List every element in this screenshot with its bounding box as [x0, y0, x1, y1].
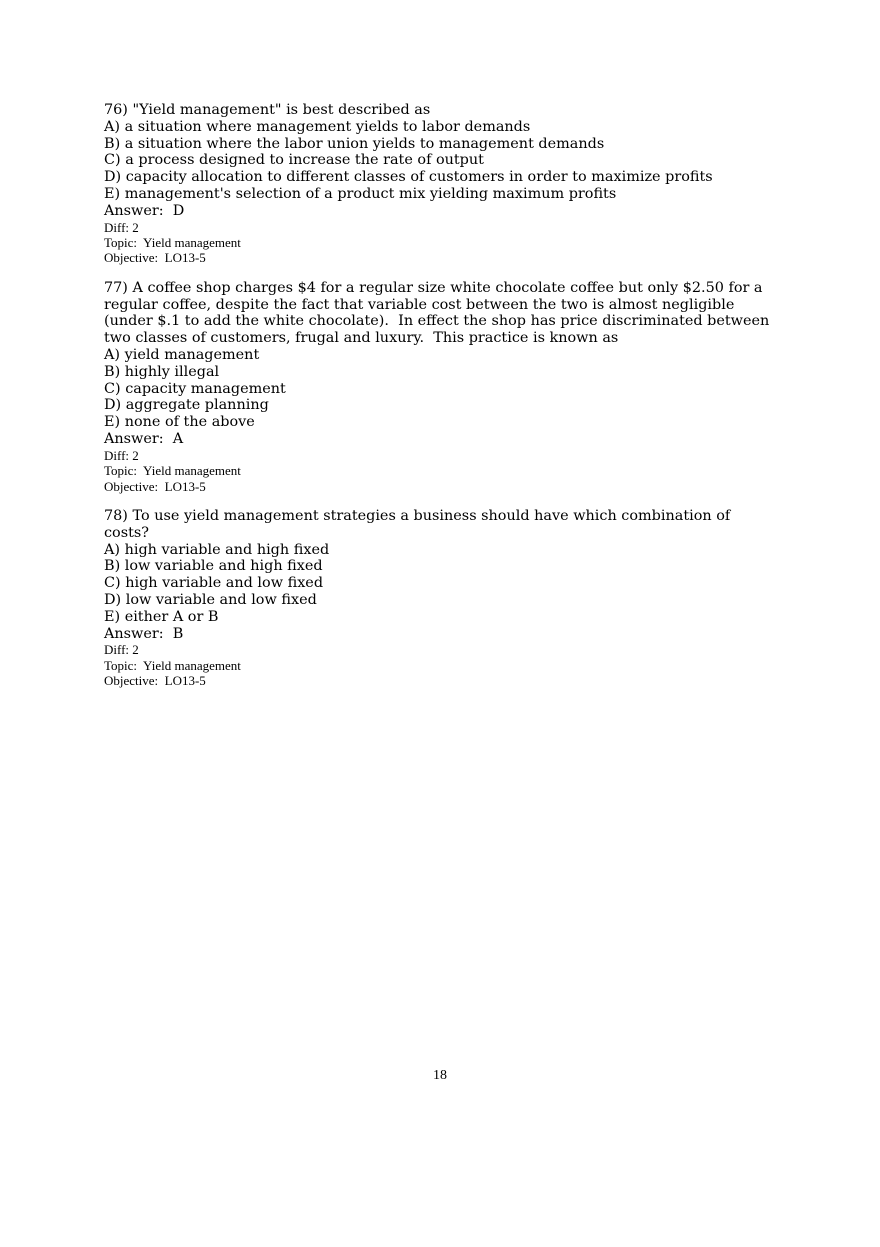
- option-e: E) management's selection of a product mix yielding maximum profits: [104, 185, 617, 202]
- answer: Answer: A: [104, 430, 184, 447]
- answer: Answer: D: [104, 202, 185, 219]
- question-stem: 78) To use yield management strategies a business should have which combination of: [104, 507, 731, 524]
- option-e: E) none of the above: [104, 414, 255, 431]
- question-stem: (under $.1 to add the white chocolate). In effect the shop has price discriminated between: [104, 313, 770, 330]
- option-d: D) aggregate planning: [104, 397, 269, 414]
- option-c: C) a process designed to increase the rate of output: [104, 152, 484, 169]
- question-stem: two classes of customers, frugal and luxury. This practice is known as: [104, 330, 619, 347]
- option-b: B) highly illegal: [104, 363, 220, 380]
- objective: Objective: LO13-5: [104, 478, 206, 494]
- page-content: [104, 102, 774, 703]
- objective: Objective: LO13-5: [104, 673, 206, 689]
- objective: Objective: LO13-5: [104, 250, 206, 266]
- page-number: 18: [433, 1068, 447, 1083]
- option-a: A) high variable and high fixed: [104, 541, 330, 558]
- option-e: E) either A or B: [104, 608, 219, 625]
- question-78: [104, 508, 774, 689]
- difficulty: Diff: 2: [104, 447, 139, 463]
- option-b: B) low variable and high fixed: [104, 558, 323, 575]
- difficulty: Diff: 2: [104, 642, 139, 658]
- question-77: [104, 280, 774, 494]
- option-c: C) high variable and low fixed: [104, 575, 324, 592]
- option-a: A) a situation where management yields to labor demands: [104, 118, 531, 135]
- topic: Topic: Yield management: [104, 234, 241, 250]
- topic: Topic: Yield management: [104, 463, 241, 479]
- question-stem: regular coffee, despite the fact that variable cost between the two is almost negligible: [104, 296, 735, 313]
- topic: Topic: Yield management: [104, 657, 241, 673]
- question-stem: costs?: [104, 524, 149, 541]
- option-d: D) low variable and low fixed: [104, 591, 317, 608]
- difficulty: Diff: 2: [104, 219, 139, 235]
- option-b: B) a situation where the labor union yields to management demands: [104, 135, 605, 152]
- question-stem: 77) A coffee shop charges $4 for a regular size white chocolate coffee but only $2.50 for a: [104, 279, 763, 296]
- answer: Answer: B: [104, 625, 184, 642]
- option-c: C) capacity management: [104, 380, 286, 397]
- question-stem: 76) "Yield management" is best described as: [104, 102, 431, 118]
- question-76: [104, 102, 774, 266]
- option-d: D) capacity allocation to different classes of customers in order to maximize profits: [104, 169, 713, 186]
- option-a: A) yield management: [104, 346, 260, 363]
